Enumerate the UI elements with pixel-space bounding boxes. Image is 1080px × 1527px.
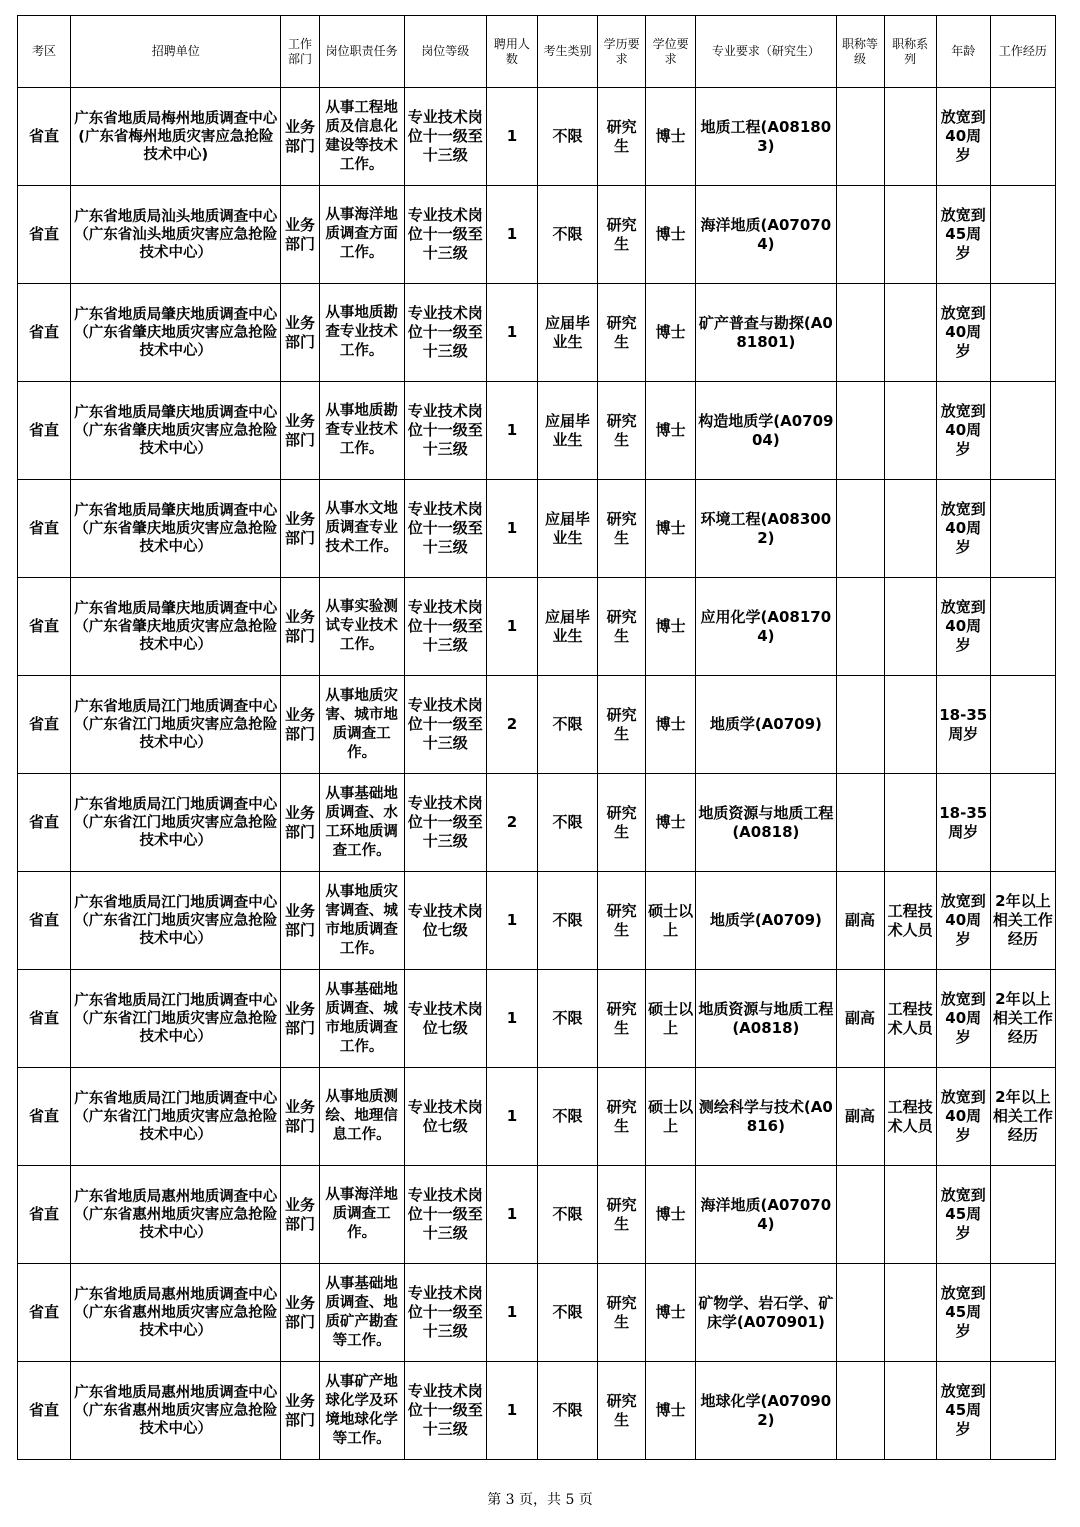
- cell-count: 1: [486, 872, 537, 970]
- cell-region: 省直: [18, 88, 71, 186]
- header-level: 岗位等级: [404, 16, 486, 88]
- cell-region: 省直: [18, 1068, 71, 1166]
- cell-degree: 博士: [646, 480, 696, 578]
- cell-dept: 业务部门: [281, 1362, 319, 1460]
- cell-title-series: [884, 676, 936, 774]
- cell-title-level: [836, 88, 884, 186]
- cell-level: 专业技术岗位十一级至十三级: [404, 284, 486, 382]
- header-dept: 工作部门: [281, 16, 319, 88]
- cell-unit: 广东省地质局肇庆地质调查中心（广东省肇庆地质灾害应急抢险技术中心）: [71, 284, 281, 382]
- table-row: [18, 774, 1056, 872]
- header-age: 年龄: [936, 16, 990, 88]
- cell-degree: 硕士以上: [646, 970, 696, 1068]
- cell-region: 省直: [18, 676, 71, 774]
- cell-education: 研究生: [598, 872, 646, 970]
- cell-title-level: [836, 1166, 884, 1264]
- cell-region: 省直: [18, 1166, 71, 1264]
- cell-unit: 广东省地质局汕头地质调查中心（广东省汕头地质灾害应急抢险技术中心）: [71, 186, 281, 284]
- cell-title-series: [884, 1362, 936, 1460]
- cell-degree: 博士: [646, 578, 696, 676]
- cell-title-series: [884, 480, 936, 578]
- cell-age: 放宽到40周岁: [936, 480, 990, 578]
- cell-major: 地质资源与地质工程(A0818): [696, 774, 836, 872]
- table-row: [18, 382, 1056, 480]
- cell-experience: [990, 1362, 1055, 1460]
- cell-dept: 业务部门: [281, 1068, 319, 1166]
- cell-experience: [990, 1166, 1055, 1264]
- cell-degree: 博士: [646, 1166, 696, 1264]
- cell-major: 构造地质学(A070904): [696, 382, 836, 480]
- cell-major: 地质资源与地质工程(A0818): [696, 970, 836, 1068]
- table-row: [18, 1264, 1056, 1362]
- cell-age: 放宽到40周岁: [936, 1068, 990, 1166]
- cell-experience: [990, 284, 1055, 382]
- cell-level: 专业技术岗位十一级至十三级: [404, 578, 486, 676]
- cell-age: 放宽到40周岁: [936, 872, 990, 970]
- cell-count: 1: [486, 284, 537, 382]
- cell-title-level: [836, 480, 884, 578]
- cell-duty: 从事水文地质调查专业技术工作。: [319, 480, 404, 578]
- table-row: [18, 186, 1056, 284]
- cell-unit: 广东省地质局肇庆地质调查中心（广东省肇庆地质灾害应急抢险技术中心）: [71, 382, 281, 480]
- cell-age: 放宽到45周岁: [936, 1362, 990, 1460]
- cell-experience: 2年以上相关工作经历: [990, 970, 1055, 1068]
- cell-unit: 广东省地质局江门地质调查中心（广东省江门地质灾害应急抢险技术中心）: [71, 872, 281, 970]
- cell-count: 1: [486, 970, 537, 1068]
- cell-count: 1: [486, 1264, 537, 1362]
- cell-title-series: 工程技术人员: [884, 872, 936, 970]
- header-row: [18, 16, 1056, 88]
- cell-dept: 业务部门: [281, 284, 319, 382]
- cell-unit: 广东省地质局肇庆地质调查中心（广东省肇庆地质灾害应急抢险技术中心）: [71, 480, 281, 578]
- cell-region: 省直: [18, 970, 71, 1068]
- cell-experience: [990, 1264, 1055, 1362]
- cell-region: 省直: [18, 774, 71, 872]
- cell-duty: 从事基础地质调查、水工环地质调查工作。: [319, 774, 404, 872]
- cell-count: 1: [486, 88, 537, 186]
- header-title-level: 职称等级: [836, 16, 884, 88]
- cell-candidate: 不限: [537, 774, 597, 872]
- cell-major: 矿物学、岩石学、矿床学(A070901): [696, 1264, 836, 1362]
- cell-major: 测绘科学与技术(A0816): [696, 1068, 836, 1166]
- cell-duty: 从事海洋地质调查方面工作。: [319, 186, 404, 284]
- cell-education: 研究生: [598, 284, 646, 382]
- cell-experience: 2年以上相关工作经历: [990, 872, 1055, 970]
- cell-education: 研究生: [598, 1166, 646, 1264]
- cell-title-level: 副高: [836, 970, 884, 1068]
- cell-level: 专业技术岗位十一级至十三级: [404, 676, 486, 774]
- cell-unit: 广东省地质局江门地质调查中心（广东省江门地质灾害应急抢险技术中心）: [71, 1068, 281, 1166]
- cell-age: 放宽到45周岁: [936, 1264, 990, 1362]
- cell-candidate: 应届毕业生: [537, 382, 597, 480]
- cell-age: 18-35周岁: [936, 676, 990, 774]
- cell-candidate: 不限: [537, 1264, 597, 1362]
- table-row: [18, 1068, 1056, 1166]
- cell-experience: 2年以上相关工作经历: [990, 1068, 1055, 1166]
- cell-duty: 从事地质测绘、地理信息工作。: [319, 1068, 404, 1166]
- cell-level: 专业技术岗位十一级至十三级: [404, 480, 486, 578]
- table-row: [18, 676, 1056, 774]
- cell-title-series: [884, 1166, 936, 1264]
- cell-candidate: 不限: [537, 1166, 597, 1264]
- cell-level: 专业技术岗位十一级至十三级: [404, 88, 486, 186]
- cell-dept: 业务部门: [281, 382, 319, 480]
- cell-count: 1: [486, 480, 537, 578]
- cell-major: 环境工程(A083002): [696, 480, 836, 578]
- header-duty: 岗位职责任务: [319, 16, 404, 88]
- header-region: 考区: [18, 16, 71, 88]
- cell-title-level: [836, 1264, 884, 1362]
- cell-major: 地球化学(A070902): [696, 1362, 836, 1460]
- page-footer: 第 3 页，共 5 页: [487, 1492, 593, 1508]
- cell-candidate: 不限: [537, 970, 597, 1068]
- cell-region: 省直: [18, 382, 71, 480]
- table-row: [18, 480, 1056, 578]
- cell-title-level: [836, 676, 884, 774]
- cell-education: 研究生: [598, 1068, 646, 1166]
- cell-degree: 博士: [646, 88, 696, 186]
- cell-title-level: [836, 774, 884, 872]
- cell-degree: 博士: [646, 382, 696, 480]
- table-row: [18, 578, 1056, 676]
- cell-level: 专业技术岗位十一级至十三级: [404, 774, 486, 872]
- cell-title-series: [884, 382, 936, 480]
- cell-dept: 业务部门: [281, 186, 319, 284]
- cell-title-level: [836, 382, 884, 480]
- cell-level: 专业技术岗位十一级至十三级: [404, 1166, 486, 1264]
- cell-education: 研究生: [598, 382, 646, 480]
- table-header: [18, 16, 1056, 88]
- cell-title-series: [884, 186, 936, 284]
- cell-level: 专业技术岗位十一级至十三级: [404, 1264, 486, 1362]
- cell-degree: 博士: [646, 186, 696, 284]
- cell-duty: 从事基础地质调查、城市地质调查工作。: [319, 970, 404, 1068]
- cell-duty: 从事实验测试专业技术工作。: [319, 578, 404, 676]
- cell-unit: 广东省地质局梅州地质调查中心(广东省梅州地质灾害应急抢险技术中心): [71, 88, 281, 186]
- cell-education: 研究生: [598, 480, 646, 578]
- cell-candidate: 不限: [537, 872, 597, 970]
- cell-title-series: 工程技术人员: [884, 970, 936, 1068]
- cell-candidate: 应届毕业生: [537, 480, 597, 578]
- cell-region: 省直: [18, 480, 71, 578]
- cell-count: 1: [486, 382, 537, 480]
- cell-unit: 广东省地质局江门地质调查中心（广东省江门地质灾害应急抢险技术中心）: [71, 774, 281, 872]
- recruitment-table: [17, 15, 1056, 1460]
- cell-candidate: 应届毕业生: [537, 578, 597, 676]
- cell-duty: 从事工程地质及信息化建设等技术工作。: [319, 88, 404, 186]
- cell-unit: 广东省地质局惠州地质调查中心（广东省惠州地质灾害应急抢险技术中心）: [71, 1166, 281, 1264]
- cell-age: 放宽到40周岁: [936, 970, 990, 1068]
- cell-duty: 从事地质灾害调查、城市地质调查工作。: [319, 872, 404, 970]
- cell-degree: 博士: [646, 676, 696, 774]
- cell-region: 省直: [18, 872, 71, 970]
- cell-unit: 广东省地质局江门地质调查中心（广东省江门地质灾害应急抢险技术中心）: [71, 970, 281, 1068]
- cell-title-level: [836, 186, 884, 284]
- header-unit: 招聘单位: [71, 16, 281, 88]
- cell-dept: 业务部门: [281, 872, 319, 970]
- cell-experience: [990, 186, 1055, 284]
- header-major: 专业要求（研究生）: [696, 16, 836, 88]
- cell-major: 地质学(A0709): [696, 676, 836, 774]
- cell-degree: 硕士以上: [646, 872, 696, 970]
- cell-dept: 业务部门: [281, 480, 319, 578]
- cell-major: 海洋地质(A070704): [696, 1166, 836, 1264]
- cell-unit: 广东省地质局肇庆地质调查中心（广东省肇庆地质灾害应急抢险技术中心）: [71, 578, 281, 676]
- cell-count: 1: [486, 186, 537, 284]
- cell-dept: 业务部门: [281, 1264, 319, 1362]
- table-row: [18, 88, 1056, 186]
- cell-dept: 业务部门: [281, 970, 319, 1068]
- cell-title-level: [836, 578, 884, 676]
- cell-major: 地质学(A0709): [696, 872, 836, 970]
- cell-education: 研究生: [598, 578, 646, 676]
- table-row: [18, 1362, 1056, 1460]
- cell-count: 2: [486, 676, 537, 774]
- cell-title-series: [884, 88, 936, 186]
- cell-count: 1: [486, 1362, 537, 1460]
- table-row: [18, 872, 1056, 970]
- cell-education: 研究生: [598, 1362, 646, 1460]
- header-degree: 学位要求: [646, 16, 696, 88]
- cell-unit: 广东省地质局江门地质调查中心（广东省江门地质灾害应急抢险技术中心）: [71, 676, 281, 774]
- cell-title-level: [836, 1362, 884, 1460]
- cell-education: 研究生: [598, 186, 646, 284]
- cell-dept: 业务部门: [281, 1166, 319, 1264]
- cell-major: 海洋地质(A070704): [696, 186, 836, 284]
- cell-dept: 业务部门: [281, 88, 319, 186]
- cell-candidate: 不限: [537, 1362, 597, 1460]
- cell-title-series: 工程技术人员: [884, 1068, 936, 1166]
- cell-major: 矿产普查与勘探(A081801): [696, 284, 836, 382]
- table-row: [18, 284, 1056, 382]
- cell-title-series: [884, 774, 936, 872]
- header-candidate: 考生类别: [537, 16, 597, 88]
- cell-duty: 从事地质勘查专业技术工作。: [319, 382, 404, 480]
- cell-education: 研究生: [598, 970, 646, 1068]
- cell-experience: [990, 382, 1055, 480]
- cell-experience: [990, 676, 1055, 774]
- cell-major: 应用化学(A081704): [696, 578, 836, 676]
- cell-title-series: [884, 578, 936, 676]
- cell-candidate: 不限: [537, 88, 597, 186]
- cell-candidate: 应届毕业生: [537, 284, 597, 382]
- table-row: [18, 970, 1056, 1068]
- cell-unit: 广东省地质局惠州地质调查中心（广东省惠州地质灾害应急抢险技术中心）: [71, 1362, 281, 1460]
- cell-age: 放宽到45周岁: [936, 186, 990, 284]
- cell-education: 研究生: [598, 774, 646, 872]
- table-row: [18, 1166, 1056, 1264]
- cell-degree: 博士: [646, 774, 696, 872]
- cell-level: 专业技术岗位七级: [404, 970, 486, 1068]
- cell-duty: 从事基础地质调查、地质矿产勘查等工作。: [319, 1264, 404, 1362]
- cell-level: 专业技术岗位十一级至十三级: [404, 186, 486, 284]
- header-title-series: 职称系列: [884, 16, 936, 88]
- cell-region: 省直: [18, 1362, 71, 1460]
- cell-education: 研究生: [598, 676, 646, 774]
- cell-degree: 博士: [646, 1264, 696, 1362]
- cell-age: 18-35周岁: [936, 774, 990, 872]
- cell-title-series: [884, 1264, 936, 1362]
- cell-count: 2: [486, 774, 537, 872]
- cell-dept: 业务部门: [281, 578, 319, 676]
- cell-degree: 博士: [646, 1362, 696, 1460]
- cell-duty: 从事海洋地质调查工作。: [319, 1166, 404, 1264]
- cell-education: 研究生: [598, 88, 646, 186]
- cell-experience: [990, 578, 1055, 676]
- cell-level: 专业技术岗位十一级至十三级: [404, 382, 486, 480]
- cell-candidate: 不限: [537, 186, 597, 284]
- cell-level: 专业技术岗位七级: [404, 1068, 486, 1166]
- cell-experience: [990, 774, 1055, 872]
- cell-age: 放宽到40周岁: [936, 382, 990, 480]
- cell-count: 1: [486, 1068, 537, 1166]
- cell-level: 专业技术岗位七级: [404, 872, 486, 970]
- cell-dept: 业务部门: [281, 676, 319, 774]
- cell-count: 1: [486, 578, 537, 676]
- cell-unit: 广东省地质局惠州地质调查中心（广东省惠州地质灾害应急抢险技术中心）: [71, 1264, 281, 1362]
- header-count: 聘用人数: [486, 16, 537, 88]
- cell-dept: 业务部门: [281, 774, 319, 872]
- cell-region: 省直: [18, 578, 71, 676]
- cell-title-level: 副高: [836, 872, 884, 970]
- table-body: [18, 88, 1056, 1460]
- cell-region: 省直: [18, 186, 71, 284]
- cell-education: 研究生: [598, 1264, 646, 1362]
- cell-candidate: 不限: [537, 676, 597, 774]
- cell-degree: 博士: [646, 284, 696, 382]
- header-education: 学历要求: [598, 16, 646, 88]
- cell-title-level: 副高: [836, 1068, 884, 1166]
- cell-experience: [990, 88, 1055, 186]
- cell-major: 地质工程(A081803): [696, 88, 836, 186]
- cell-age: 放宽到40周岁: [936, 578, 990, 676]
- cell-age: 放宽到40周岁: [936, 88, 990, 186]
- cell-level: 专业技术岗位十一级至十三级: [404, 1362, 486, 1460]
- cell-duty: 从事矿产地球化学及环境地球化学等工作。: [319, 1362, 404, 1460]
- cell-age: 放宽到45周岁: [936, 1166, 990, 1264]
- cell-duty: 从事地质勘查专业技术工作。: [319, 284, 404, 382]
- cell-age: 放宽到40周岁: [936, 284, 990, 382]
- cell-candidate: 不限: [537, 1068, 597, 1166]
- cell-title-level: [836, 284, 884, 382]
- cell-degree: 硕士以上: [646, 1068, 696, 1166]
- cell-count: 1: [486, 1166, 537, 1264]
- header-experience: 工作经历: [990, 16, 1055, 88]
- cell-region: 省直: [18, 284, 71, 382]
- cell-title-series: [884, 284, 936, 382]
- cell-duty: 从事地质灾害、城市地质调查工作。: [319, 676, 404, 774]
- cell-experience: [990, 480, 1055, 578]
- cell-region: 省直: [18, 1264, 71, 1362]
